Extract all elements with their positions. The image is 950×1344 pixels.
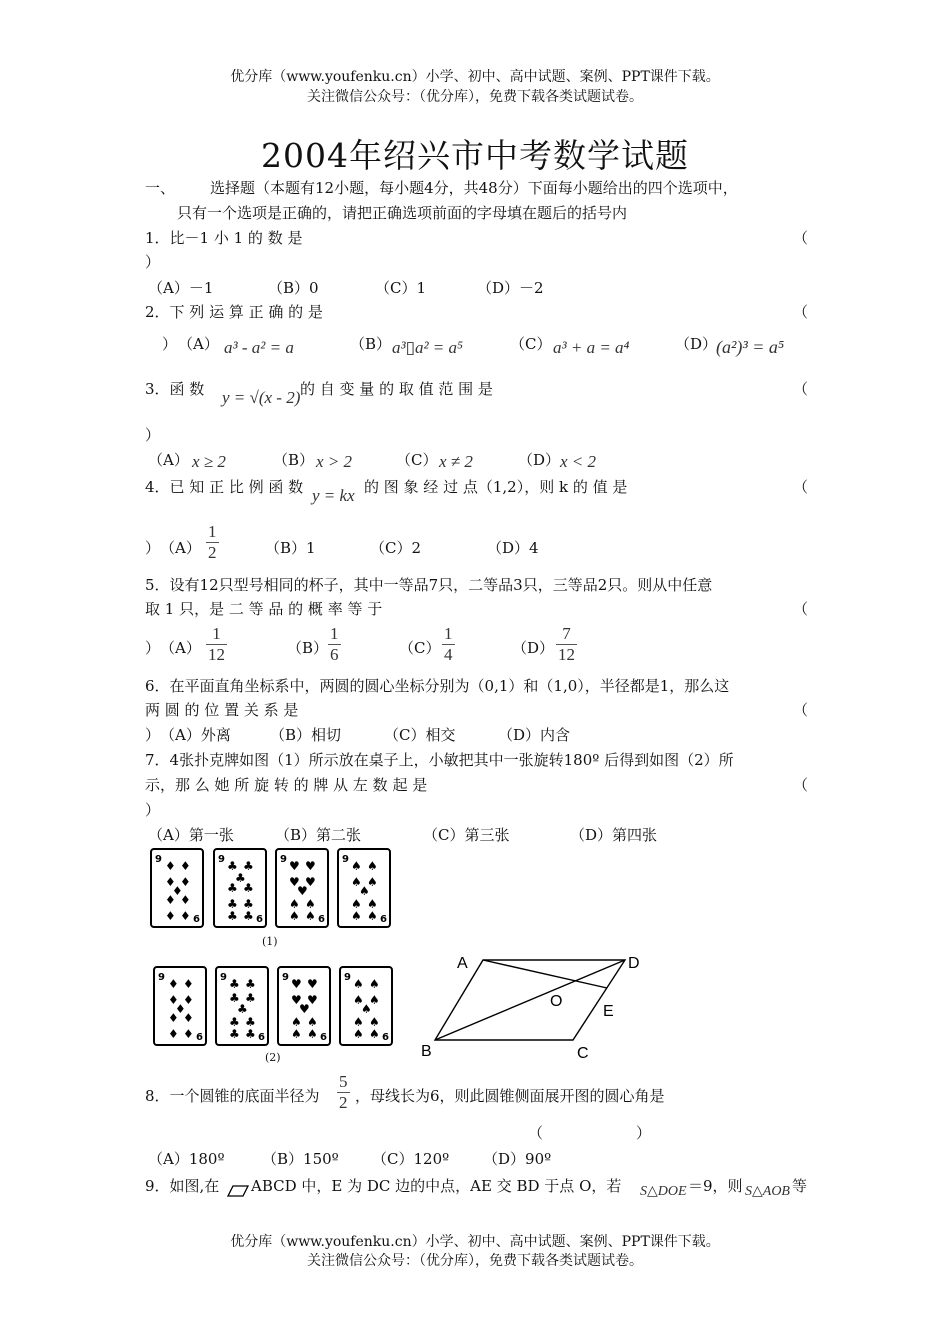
section-instruction-line-1: 选择题（本题有12小题，每小题4分，共48分）下面每小题给出的四个选项中， xyxy=(210,179,738,197)
svg-text:♦: ♦ xyxy=(165,909,176,923)
svg-text:♠: ♠ xyxy=(307,1015,318,1029)
footer-line-1: 优分库（www.youfenku.cn）小学、初中、高中试题、案例、PPT课件下载。 xyxy=(230,1234,720,1250)
svg-text:♣: ♣ xyxy=(229,1015,240,1029)
q5-option-b-label: （B） xyxy=(287,639,329,657)
q2-option-a-label: （A） xyxy=(178,335,219,353)
q2-option-b-expr: a³▯a² = a⁵ xyxy=(392,338,463,357)
q4-stem-a: 4．已 知 正 比 例 函 数 xyxy=(145,478,304,496)
q2-option-c-label: （C） xyxy=(510,335,552,353)
section-instruction-line-2: 只有一个选项是正确的，请把正确选项前面的字母填在题后的括号内 xyxy=(177,204,628,222)
svg-text:♠: ♠ xyxy=(351,875,362,889)
svg-text:9: 9 xyxy=(220,972,227,983)
svg-text:♠: ♠ xyxy=(351,909,362,923)
svg-text:6: 6 xyxy=(256,914,263,925)
q5-option-c-label: （C） xyxy=(399,639,441,657)
parallelogram-icon xyxy=(227,1184,249,1198)
svg-text:♣: ♣ xyxy=(227,897,238,911)
q6-option-c: （C）相交 xyxy=(384,726,456,744)
svg-text:9: 9 xyxy=(344,972,351,983)
playing-card-9-diamonds xyxy=(153,966,207,1046)
q3-option-a-expr: x ≥ 2 xyxy=(192,452,226,471)
svg-text:♠: ♠ xyxy=(289,897,300,911)
q3-option-b-label: （B） xyxy=(273,451,315,469)
q3-stem-a: 3．函 数 xyxy=(145,380,205,398)
svg-text:9: 9 xyxy=(282,972,289,983)
playing-card-9-spades xyxy=(337,848,391,928)
svg-text:♠: ♠ xyxy=(367,859,378,873)
svg-text:♦: ♦ xyxy=(165,875,176,889)
diamond-suit-icon xyxy=(152,850,202,926)
q2-paren-open: （ xyxy=(793,303,809,321)
svg-text:6: 6 xyxy=(318,914,325,925)
svg-text:♣: ♣ xyxy=(245,1027,256,1041)
svg-text:♣: ♣ xyxy=(235,871,246,885)
point-label-e: E xyxy=(603,1003,614,1020)
q8-option-b: （B）150º xyxy=(262,1150,339,1168)
svg-text:♠: ♠ xyxy=(305,897,316,911)
q6-line-1: 6．在平面直角坐标系中，两圆的圆心坐标分别为（0,1）和（1,0），半径都是1，那么这 xyxy=(145,677,730,695)
q5-option-a-fraction: $\frac{1}{12}$ xyxy=(208,624,225,664)
svg-text:♠: ♠ xyxy=(353,977,364,991)
vertex-label-b: B xyxy=(421,1043,432,1060)
q1-option-b: （B）0 xyxy=(268,279,319,297)
header-line-2: 关注微信公众号：（优分库），免费下载各类试题试卷。 xyxy=(307,89,643,105)
q6-paren-open: （ xyxy=(793,701,809,719)
q3-stem-b: 的 自 变 量 的 取 值 范 围 是 xyxy=(300,380,493,398)
q9-area-doe: S△DOE xyxy=(640,1184,687,1199)
svg-text:♠: ♠ xyxy=(359,884,370,898)
q4-stem-b: 的 图 象 经 过 点（1,2），则 k 的 值 是 xyxy=(364,478,628,496)
q8-stem-b: ，母线长为6，则此圆锥侧面展开图的圆心角是 xyxy=(355,1087,665,1105)
q1-option-d: （D）－2 xyxy=(477,279,544,297)
svg-text:♦: ♦ xyxy=(172,884,183,898)
q3-option-d-expr: x < 2 xyxy=(560,452,597,471)
header-line-1: 优分库（www.youfenku.cn）小学、初中、高中试题、案例、PPT课件下载。 xyxy=(230,69,720,85)
q7-line-1: 7．4张扑克牌如图（1）所示放在桌子上，小敏把其中一张旋转180º 后得到如图（2）所 xyxy=(145,751,734,769)
svg-text:♦: ♦ xyxy=(183,1027,194,1041)
svg-text:♣: ♣ xyxy=(229,991,240,1005)
figure-1-caption: (1) xyxy=(262,935,278,948)
svg-text:♠: ♠ xyxy=(289,909,300,923)
svg-text:♥: ♥ xyxy=(289,875,300,889)
svg-text:♦: ♦ xyxy=(183,993,194,1007)
q5-option-b-fraction: $\frac{1}{6}$ xyxy=(330,624,339,664)
q2-option-a-expr: a³ - a² = a xyxy=(224,338,294,357)
q4-function: y = kx xyxy=(312,486,355,505)
svg-text:♦: ♦ xyxy=(168,1011,179,1025)
q6-option-d: （D）内含 xyxy=(498,726,571,744)
svg-text:9: 9 xyxy=(218,854,225,865)
q5-line-2: 取 1 只，是 二 等 品 的 概 率 等 于 xyxy=(145,600,383,618)
q5-option-a-label: （A） xyxy=(160,639,201,657)
svg-text:♠: ♠ xyxy=(307,1027,318,1041)
svg-text:♠: ♠ xyxy=(367,897,378,911)
q3-option-c-expr: x ≠ 2 xyxy=(439,452,473,471)
q7-option-b: （B）第二张 xyxy=(275,826,362,844)
svg-text:♣: ♣ xyxy=(229,977,240,991)
svg-text:♦: ♦ xyxy=(180,893,191,907)
q8-option-a: （A）180º xyxy=(148,1150,225,1168)
svg-text:♠: ♠ xyxy=(351,897,362,911)
q1-stem: 1．比－1 小 1 的 数 是 xyxy=(145,229,303,247)
q2-option-d-label: （D） xyxy=(675,335,718,353)
svg-text:9: 9 xyxy=(280,854,287,865)
svg-text:9: 9 xyxy=(155,854,162,865)
svg-text:♣: ♣ xyxy=(245,991,256,1005)
section-number: 一、 xyxy=(145,179,176,197)
playing-card-9-clubs xyxy=(215,966,269,1046)
svg-text:♠: ♠ xyxy=(353,1015,364,1029)
q7-option-d: （D）第四张 xyxy=(570,826,658,844)
svg-text:♠: ♠ xyxy=(369,993,380,1007)
svg-text:♥: ♥ xyxy=(307,993,318,1007)
q3-option-c-label: （C） xyxy=(396,451,438,469)
svg-text:♠: ♠ xyxy=(367,909,378,923)
svg-text:♥: ♥ xyxy=(291,993,302,1007)
svg-text:♣: ♣ xyxy=(243,897,254,911)
q7-line-2: 示，那 么 她 所 旋 转 的 牌 从 左 数 起 是 xyxy=(145,776,428,794)
svg-text:6: 6 xyxy=(320,1032,327,1043)
svg-text:♥: ♥ xyxy=(305,859,316,873)
q8-option-c: （C）120º xyxy=(372,1150,450,1168)
q4-option-d: （D）4 xyxy=(487,539,539,557)
q1-paren-open: （ xyxy=(793,229,809,247)
svg-text:♠: ♠ xyxy=(369,1027,380,1041)
playing-card-9-hearts xyxy=(275,848,329,928)
q5-paren-open: （ xyxy=(793,600,809,618)
playing-card-9-spades xyxy=(339,966,393,1046)
q8-option-d: （D）90º xyxy=(483,1150,552,1168)
svg-text:♣: ♣ xyxy=(229,1027,240,1041)
q1-option-a: （A）－1 xyxy=(148,279,214,297)
svg-text:♣: ♣ xyxy=(243,859,254,873)
svg-text:9: 9 xyxy=(342,854,349,865)
q8-paren-open: （ xyxy=(528,1124,544,1142)
q4-paren-close: ） xyxy=(145,539,161,557)
q4-option-b: （B）1 xyxy=(265,539,316,557)
q5-option-d-label: （D） xyxy=(512,639,555,657)
q9-text-a: 9．如图,在 xyxy=(145,1177,220,1195)
q4-option-c: （C）2 xyxy=(370,539,422,557)
vertex-label-c: C xyxy=(577,1045,589,1062)
svg-text:♥: ♥ xyxy=(299,1002,310,1016)
spade-suit-icon xyxy=(341,968,391,1044)
svg-text:♠: ♠ xyxy=(353,993,364,1007)
q4-paren-open: （ xyxy=(793,478,809,496)
svg-text:♥: ♥ xyxy=(307,977,318,991)
q9-area-aob: S△AOB xyxy=(745,1184,790,1199)
svg-text:♥: ♥ xyxy=(305,875,316,889)
q5-option-d-fraction: $\frac{7}{12}$ xyxy=(558,624,575,664)
svg-text:♣: ♣ xyxy=(237,1002,248,1016)
q2-option-c-expr: a³ + a = a⁴ xyxy=(553,338,630,357)
q3-option-b-expr: x > 2 xyxy=(316,452,353,471)
svg-text:♠: ♠ xyxy=(291,1015,302,1029)
svg-text:♦: ♦ xyxy=(180,875,191,889)
q4-option-a-label: （A） xyxy=(160,539,201,557)
q8-fraction: $\frac{5}{2}$ xyxy=(339,1072,348,1112)
q5-line-1: 5．设有12只型号相同的杯子，其中一等品7只，二等品3只，三等品2只。则从中任意 xyxy=(145,576,713,594)
svg-text:♦: ♦ xyxy=(168,1027,179,1041)
svg-text:9: 9 xyxy=(158,972,165,983)
q7-paren-close: ） xyxy=(145,801,161,819)
svg-text:♦: ♦ xyxy=(183,1011,194,1025)
figure-2-caption: (2) xyxy=(265,1051,281,1064)
q3-paren-open: （ xyxy=(793,380,809,398)
svg-text:♦: ♦ xyxy=(165,859,176,873)
svg-text:♠: ♠ xyxy=(353,1027,364,1041)
heart-suit-icon xyxy=(277,850,327,926)
svg-text:♠: ♠ xyxy=(291,1027,302,1041)
svg-text:♦: ♦ xyxy=(175,1002,186,1016)
parallelogram-figure xyxy=(415,948,655,1063)
q9-text-d: 等 xyxy=(792,1177,808,1195)
q7-option-c: （C）第三张 xyxy=(423,826,510,844)
svg-text:6: 6 xyxy=(380,914,387,925)
svg-text:♥: ♥ xyxy=(289,859,300,873)
svg-text:♣: ♣ xyxy=(227,881,238,895)
club-suit-icon xyxy=(215,850,265,926)
q5-paren-close: ） xyxy=(145,639,161,657)
q4-option-a-fraction: $\frac{1}{2}$ xyxy=(208,522,217,562)
svg-text:♦: ♦ xyxy=(180,909,191,923)
vertex-label-d: D xyxy=(628,955,640,972)
svg-text:6: 6 xyxy=(196,1032,203,1043)
spade-suit-icon xyxy=(339,850,389,926)
heart-suit-icon xyxy=(279,968,329,1044)
svg-text:♠: ♠ xyxy=(361,1002,372,1016)
svg-text:♠: ♠ xyxy=(369,1015,380,1029)
q2-paren-close: ） xyxy=(162,335,178,353)
svg-text:♠: ♠ xyxy=(369,977,380,991)
q8-paren-close: ） xyxy=(636,1124,652,1142)
q1-paren-close: ） xyxy=(145,253,161,271)
vertex-label-a: A xyxy=(457,955,468,972)
svg-text:♥: ♥ xyxy=(291,977,302,991)
q1-option-c: （C）1 xyxy=(375,279,427,297)
playing-card-9-diamonds xyxy=(150,848,204,928)
page-title: 2004年绍兴市中考数学试题 xyxy=(261,136,689,175)
svg-text:6: 6 xyxy=(193,914,200,925)
svg-text:6: 6 xyxy=(258,1032,265,1043)
q9-text-b: ABCD 中，E 为 DC 边的中点，AE 交 BD 于点 O，若 xyxy=(251,1177,622,1195)
footer-line-2: 关注微信公众号：（优分库），免费下载各类试题试卷。 xyxy=(307,1253,643,1269)
q3-option-a-label: （A） xyxy=(148,451,189,469)
playing-card-9-clubs xyxy=(213,848,267,928)
q7-option-a: （A）第一张 xyxy=(148,826,234,844)
q2-option-d-expr: (a²)³ = a⁵ xyxy=(716,337,785,357)
q7-paren-open: （ xyxy=(793,776,809,794)
q2-option-b-label: （B） xyxy=(350,335,392,353)
svg-text:♣: ♣ xyxy=(245,977,256,991)
svg-text:♣: ♣ xyxy=(245,1015,256,1029)
q8-stem-a: 8．一个圆锥的底面半径为 xyxy=(145,1087,320,1105)
svg-text:♠: ♠ xyxy=(305,909,316,923)
q3-option-d-label: （D） xyxy=(518,451,561,469)
q6-paren-close: ） xyxy=(145,726,161,744)
point-label-o: O xyxy=(550,993,563,1010)
q6-option-b: （B）相切 xyxy=(270,726,342,744)
svg-text:♣: ♣ xyxy=(243,909,254,923)
q5-option-c-fraction: $\frac{1}{4}$ xyxy=(444,624,453,664)
q6-option-a: （A）外离 xyxy=(160,726,231,744)
svg-text:♠: ♠ xyxy=(367,875,378,889)
svg-text:♠: ♠ xyxy=(351,859,362,873)
svg-text:6: 6 xyxy=(382,1032,389,1043)
svg-text:♦: ♦ xyxy=(168,977,179,991)
svg-text:♦: ♦ xyxy=(180,859,191,873)
svg-text:♦: ♦ xyxy=(183,977,194,991)
q2-stem: 2．下 列 运 算 正 确 的 是 xyxy=(145,303,323,321)
svg-text:♥: ♥ xyxy=(297,884,308,898)
q6-line-2: 两 圆 的 位 置 关 系 是 xyxy=(145,701,299,719)
svg-text:♦: ♦ xyxy=(165,893,176,907)
q9-text-c: ＝9，则 xyxy=(688,1177,743,1195)
q3-function: y = √(x - 2) xyxy=(222,388,301,407)
svg-text:♣: ♣ xyxy=(243,881,254,895)
q3-paren-close: ） xyxy=(145,426,161,444)
svg-text:♣: ♣ xyxy=(227,859,238,873)
club-suit-icon xyxy=(217,968,267,1044)
svg-text:♣: ♣ xyxy=(227,909,238,923)
diamond-suit-icon xyxy=(155,968,205,1044)
playing-card-9-hearts xyxy=(277,966,331,1046)
svg-text:♦: ♦ xyxy=(168,993,179,1007)
